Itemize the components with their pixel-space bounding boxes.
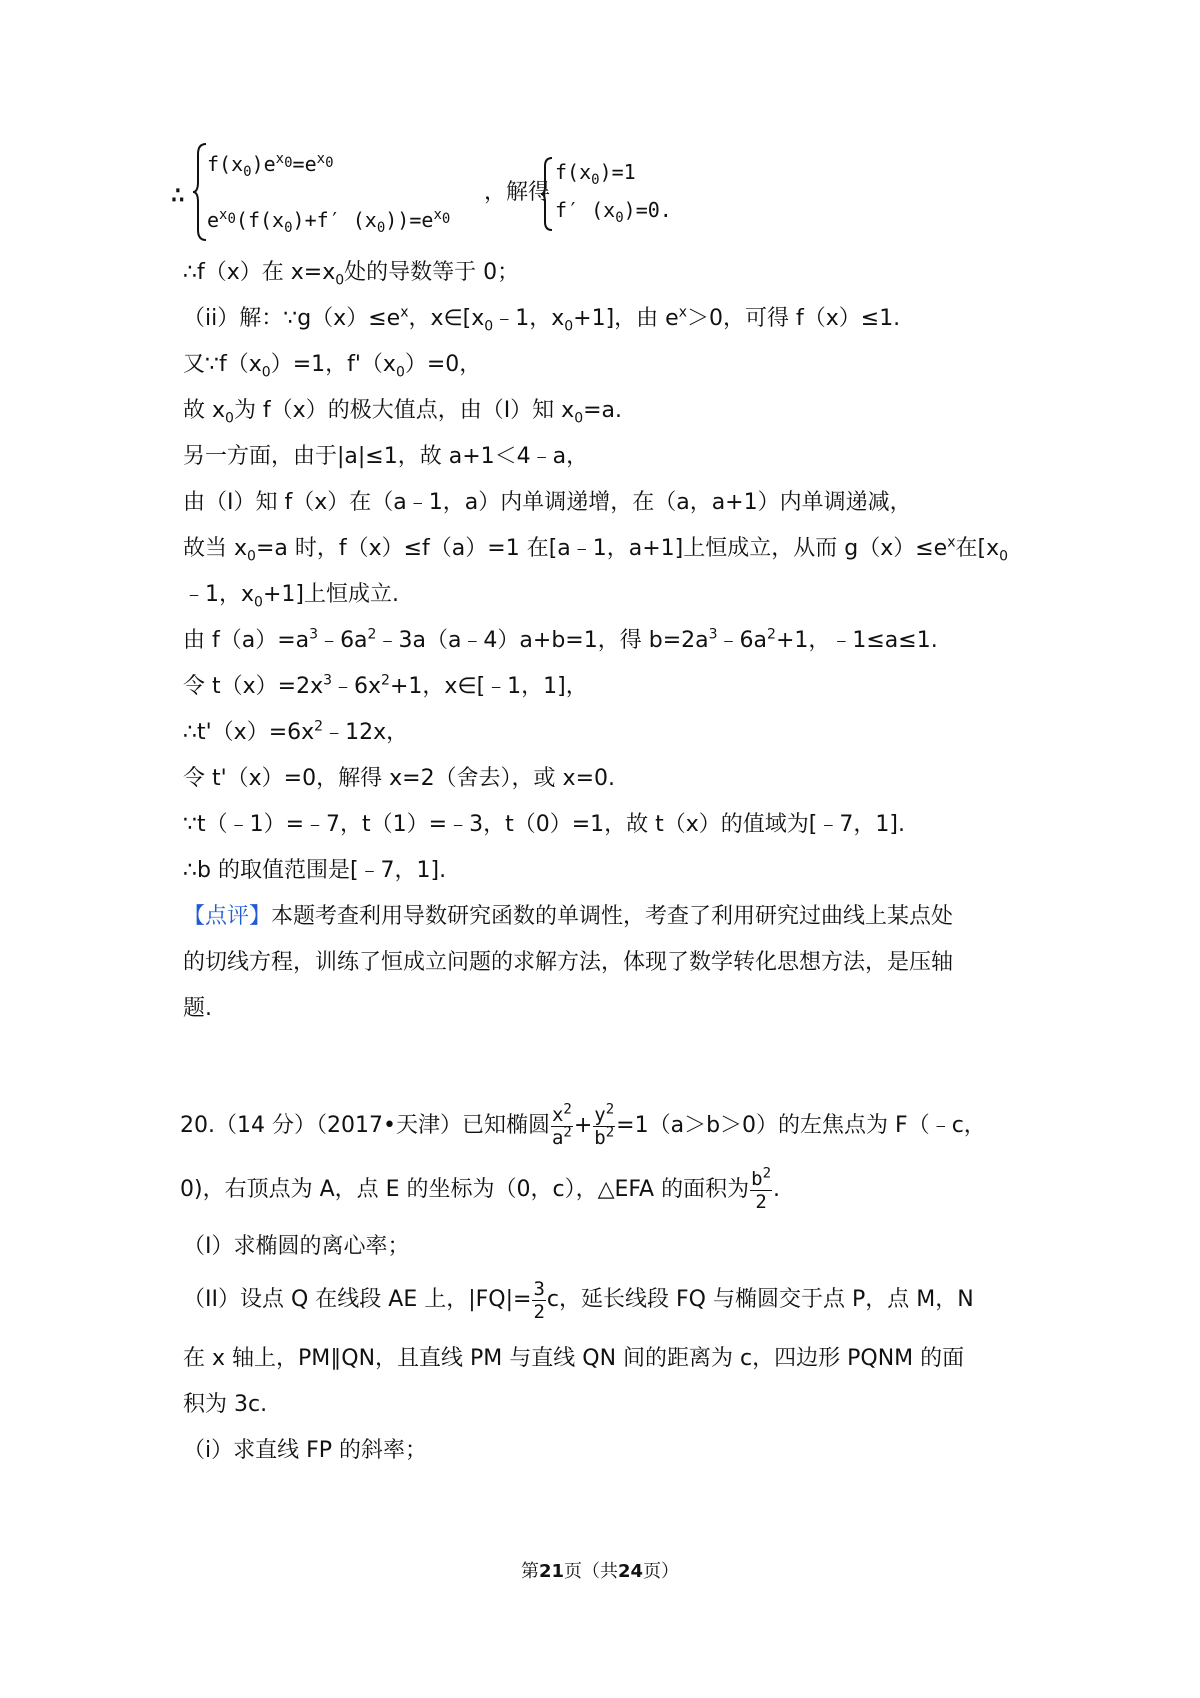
text-line: （II）设点 Q 在线段 AE 上，|FQ|= $\frac{3}{2}$ c，延长线段 FQ 与椭圆交于点 P，点 M，N xyxy=(183,1277,974,1323)
text-line: 令 $t(x)=2x^3﹣6x^2+1$，x∈[﹣1，1]， xyxy=(183,672,588,699)
text-line: ﹣1，$x_0+1$]上恒成立. xyxy=(183,582,399,611)
solve-text: ，解得 xyxy=(484,180,551,205)
problem-20-line-1: 20.（14 分）（2017•天津）已知椭圆 $\frac{x^2}{a^2}$ + $\frac{y^2}{b^2}$ =1（a＞b＞0）的左焦点为 F（﹣c， xyxy=(180,1101,986,1149)
text-line: （ii）解：$\because g(x)\le e^x$，$x\in[x_0﹣1$，$x_0+1$]，由 $e^x>0$，可得 f（x）≤1. xyxy=(183,304,901,335)
solution-row-1: $f(x_0)=1$ xyxy=(555,160,636,188)
page-footer: 第21页（共24页） xyxy=(520,1561,680,1582)
comment-line: 题. xyxy=(183,996,212,1021)
text-line: ∵t（﹣1）=﹣7，t（1）=﹣3，t（0）=1，故 t（x）的值域为[﹣7，1]. xyxy=(183,812,905,837)
comment-line: 【点评】本题考查利用导数研究函数的单调性，考查了利用研究过曲线上某点处 xyxy=(183,904,954,929)
text-line: 令 t'（x）=0，解得 x=2（舍去），或 x=0. xyxy=(183,766,615,791)
text-line: （I）求椭圆的离心率； xyxy=(183,1234,410,1259)
text-line: 另一方面，由于|a|≤1，故 a+1＜4﹣a， xyxy=(183,444,589,469)
text-line: ∴b 的取值范围是[﹣7，1]. xyxy=(183,858,447,883)
comment-line: 的切线方程，训练了恒成立问题的求解方法，体现了数学转化思想方法，是压轴 xyxy=(183,950,954,975)
left-brace-icon xyxy=(192,142,208,242)
text-line: 由 $f(a)=a^3﹣6a^2﹣3a(a﹣4)a+b=1$，得 $b=2a^3﹣6a^2+1$，﹣1≤a≤1. xyxy=(183,626,938,653)
left-brace-icon xyxy=(540,156,554,232)
text-line: 故 $x_0$为 f（x）的极大值点，由（I）知 $x_0=a$. xyxy=(183,398,623,427)
text-line: （i）求直线 FP 的斜率； xyxy=(183,1438,428,1463)
text-line: 由（Ⅰ）知 f（x）在（a﹣1，a）内单调递增，在（a，a+1）内单调递减， xyxy=(183,490,912,515)
text-line: 故当 $x_0=a$ 时，f（x）≤f（a）=1 在[a﹣1，a+1]上恒成立，从而 $g(x)\le e^x$在[$x_0$ xyxy=(183,534,1009,565)
text-line: 积为 3c. xyxy=(183,1392,268,1417)
fraction-y2-b2: $\frac{y^2}{b^2}$ xyxy=(594,1101,615,1149)
fraction-x2-a2: $\frac{x^2}{a^2}$ xyxy=(551,1101,572,1149)
system-row-2: $e^{x_0}(f(x_0)+f'$ $(x_0))=e^{x_0}$ xyxy=(207,207,451,236)
text-line: ∴f（x）在 $x=x_0$处的导数等于 0； xyxy=(183,260,520,289)
text-line: 又$\because f(x_0)=1$，$f'(x_0)=0$， xyxy=(183,352,482,381)
fraction-b2-over-2: $\frac{b^2}{2}$ xyxy=(751,1165,771,1213)
solution-row-2: f′ $(x_0)=0$. xyxy=(555,198,672,226)
fraction-3-over-2: $\frac{3}{2}$ xyxy=(533,1277,545,1323)
text-line: 在 x 轴上，PM∥QN，且直线 PM 与直线 QN 间的距离为 c，四边形 PQNM 的面 xyxy=(183,1346,965,1371)
system-row-1: $f(x_0)e^{x_0}=e^{x_0}$ xyxy=(207,151,334,180)
comment-tag: 【点评】 xyxy=(183,904,272,929)
text-line: $\therefore t'(x)=6x^2﹣12x$， xyxy=(183,718,409,745)
problem-20-line-2: 0)，右顶点为 A，点 E 的坐标为（0，c），△EFA 的面积为 $\frac{b^2}{2}$ . xyxy=(180,1165,780,1213)
therefore-symbol: ∴ xyxy=(170,180,186,210)
